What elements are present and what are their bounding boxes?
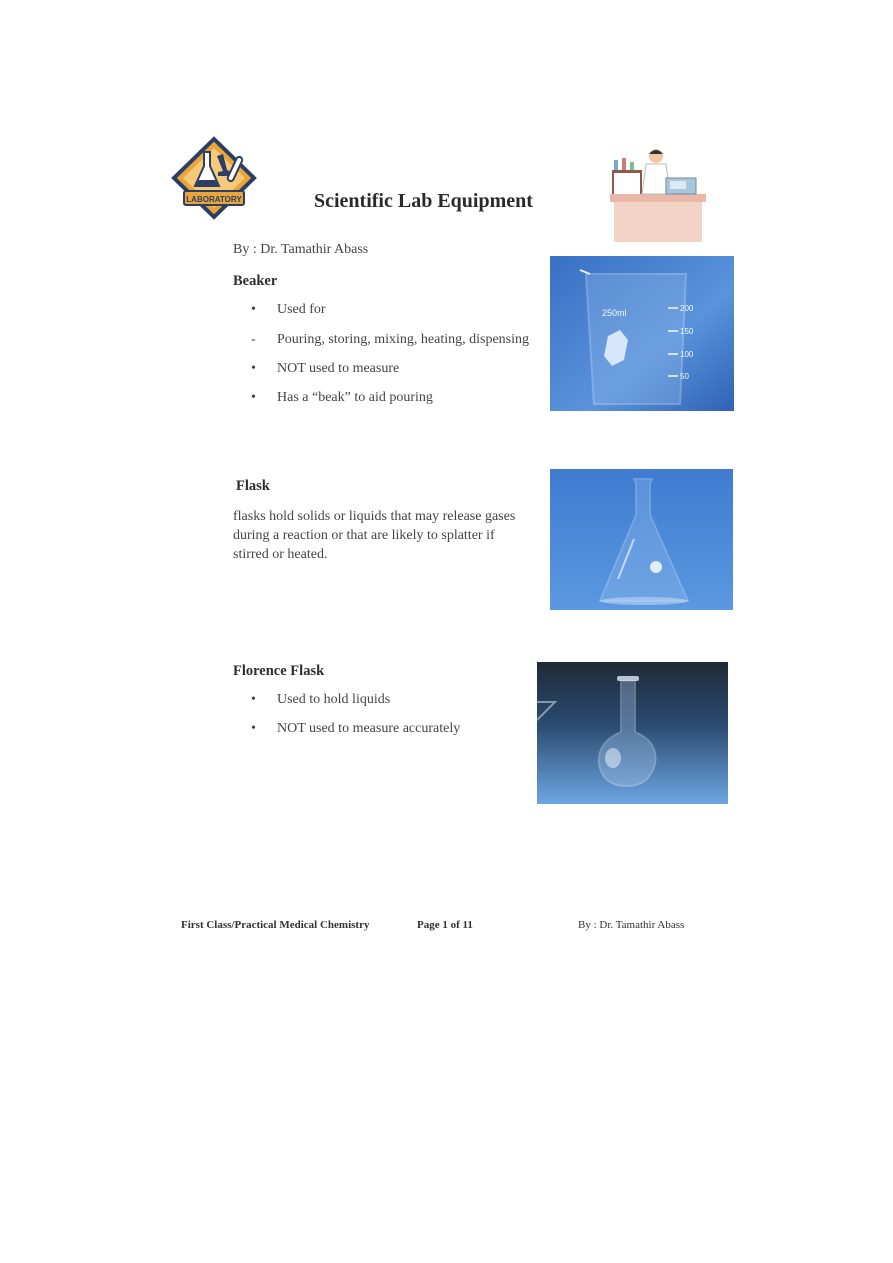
list-marker: • xyxy=(251,390,256,405)
laboratory-logo xyxy=(170,136,258,220)
list-item xyxy=(233,361,399,377)
beaker-volume-label: 250ml xyxy=(602,308,627,318)
logo-label: LABORATORY xyxy=(186,195,242,204)
list-item xyxy=(233,692,390,708)
list-item xyxy=(233,332,529,348)
beaker-scale-label: 100 xyxy=(680,350,694,359)
section-heading-flask: Flask xyxy=(236,478,270,494)
beaker-scale-label: 150 xyxy=(680,327,694,336)
document-title: Scientific Lab Equipment xyxy=(314,190,533,212)
list-marker: • xyxy=(251,302,256,317)
section-heading-beaker: Beaker xyxy=(233,273,278,289)
list-item-text: Used to hold liquids xyxy=(277,692,391,707)
footer-course: First Class/Practical Medical Chemistry xyxy=(181,919,370,931)
list-marker: - xyxy=(251,332,256,347)
list-marker: • xyxy=(251,692,256,707)
beaker-scale-label: 50 xyxy=(680,372,689,381)
list-item-text: NOT used to measure xyxy=(277,361,400,376)
list-item xyxy=(233,302,326,318)
list-item-text: Used for xyxy=(277,302,326,317)
list-item-text: NOT used to measure accurately xyxy=(277,721,461,736)
list-marker: • xyxy=(251,721,256,736)
beaker-scale-label: 200 xyxy=(680,304,694,313)
erlenmeyer-flask-photo xyxy=(550,469,733,610)
list-item-text: Pouring, storing, mixing, heating, dispensing xyxy=(277,332,529,347)
florence-flask-photo xyxy=(537,662,728,804)
list-marker: • xyxy=(251,361,256,376)
list-item-text: Has a “beak” to aid pouring xyxy=(277,390,433,405)
footer-author: By : Dr. Tamathir Abass xyxy=(578,919,685,931)
section-heading-florence-flask: Florence Flask xyxy=(233,663,325,679)
footer-page-number: Page 1 of 11 xyxy=(417,919,473,931)
beaker-photo xyxy=(550,256,734,411)
flask-description: flasks hold solids or liquids that may release gases during a reaction or that are likely to splatter if stirred or heated. xyxy=(233,509,516,562)
list-item xyxy=(233,390,433,406)
document-author: By : Dr. Tamathir Abass xyxy=(233,242,369,257)
scientist-illustration xyxy=(608,144,708,244)
list-item xyxy=(233,721,460,737)
